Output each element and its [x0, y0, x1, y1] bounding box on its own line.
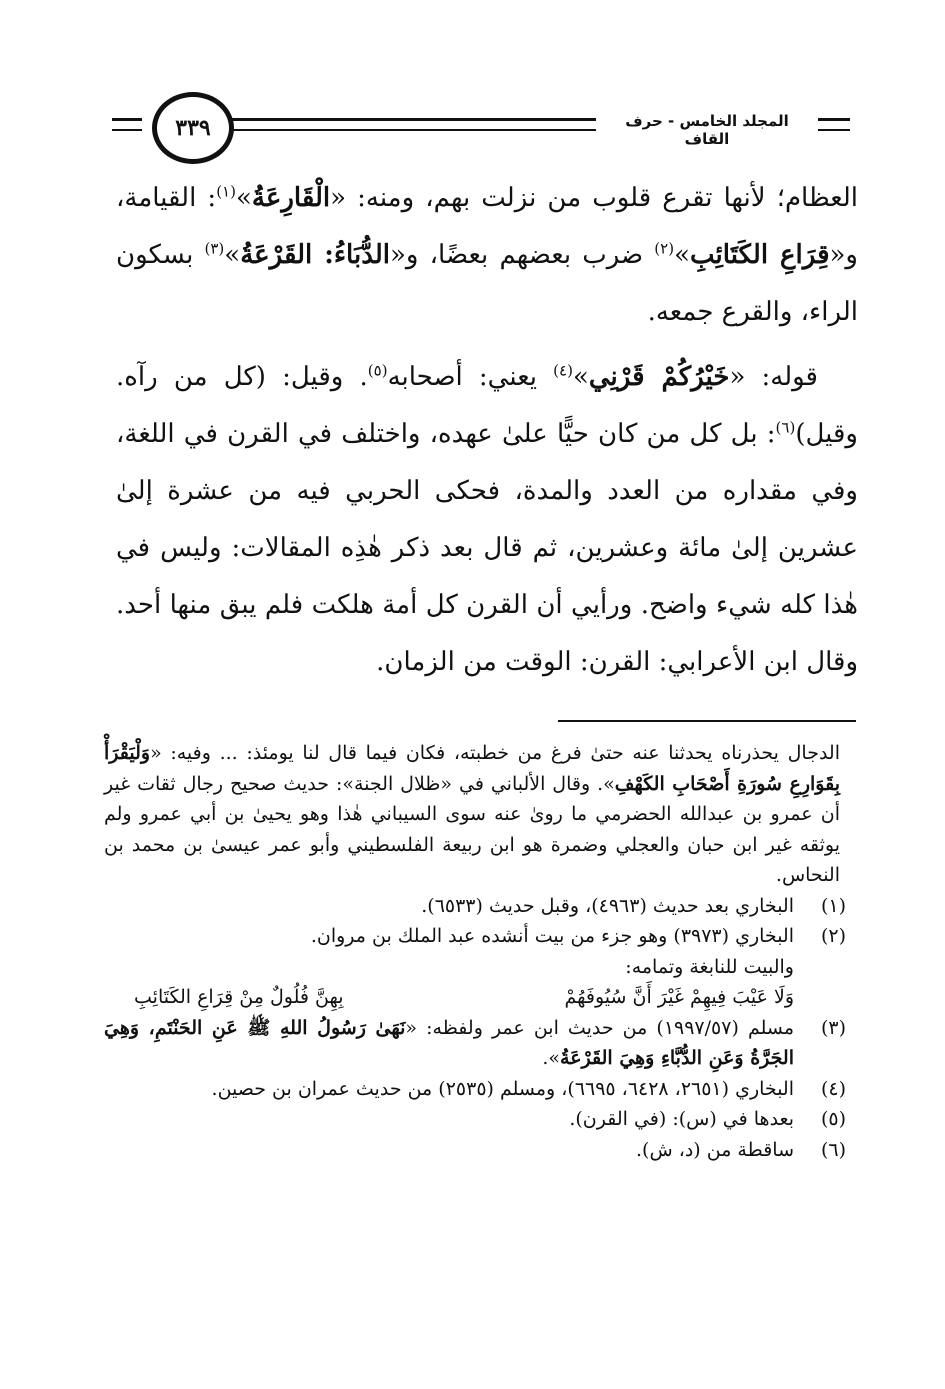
- quoted-term: نَهَىٰ رَسُولُ اللهِ ﷺ عَنِ الحَنْتَمِ، وَهِيَ الجَرَّةُ وَعَنِ الدُّبَّاءِ وَهِيَ القَرْعَةُ: [104, 1016, 794, 1069]
- main-text: [116, 170, 858, 691]
- text-span: ضرب بعضهم بعضًا، و«: [390, 240, 655, 270]
- text-span: ». وقال الألباني في «ظلال الجنة»: حديث صحيح رجال ثقات غير أن عمرو بن عبدالله الحضرمي ما روىٰ عنه سوى السيباني هٰذا وهو يحيىٰ بن أبي عمرو ولم يوثقه غير ابن حبان والعجلي وضمرة هو ابن ربيعة الفلسطيني وأبو عمر عيسىٰ بن محمد بن النحاس.: [104, 772, 840, 886]
- footnote-5: [104, 1104, 846, 1135]
- header-rule-right: [818, 118, 850, 131]
- footnote-number: (٢): [820, 925, 846, 947]
- page-header: [112, 92, 850, 172]
- text-span: قوله: «: [729, 362, 818, 392]
- text-span: . وقيل: (كل من رآه. وقيل): [116, 362, 858, 449]
- footnote-ref: (٥): [367, 361, 388, 380]
- running-title: المجلد الخامس - حرف القاف: [625, 112, 789, 148]
- footnote-text: البخاري (٣٩٧٣) وهو جزء من بيت أنشده عبد الملك بن مروان.: [310, 925, 794, 947]
- text-span: بسكون الراء، والقرع جمعه.: [116, 240, 858, 327]
- text-span: يعني: أصحابه: [387, 362, 554, 392]
- text-span: الدجال يحذرناه يحدثنا عنه حتىٰ فرغ من خطبته، فكان فيما قال لنا يومئذ: ... وفيه: «: [150, 742, 840, 764]
- quoted-term: الْقَارِعَةُ: [251, 183, 331, 213]
- page-number: ٣٣٩: [175, 115, 211, 141]
- header-rule-middle: [232, 118, 596, 131]
- footnote-text: البخاري بعد حديث (٤٩٦٣)، وقبل حديث (٦٥٣٣).: [421, 894, 794, 917]
- footnote-text: البخاري (٢٦٥١، ٦٤٢٨، ٦٦٩٥)، ومسلم (٢٥٣٥) من حديث عمران بن حصين.: [211, 1077, 794, 1100]
- text-span: : القيامة، و«: [116, 183, 858, 270]
- footnote-number: (٤): [820, 1077, 846, 1100]
- text-span: »: [674, 240, 690, 270]
- text-span: العظام؛ لأنها تقرع قلوب من نزلت بهم، ومنه: «: [330, 183, 858, 213]
- footnote-2: [104, 921, 846, 952]
- quoted-term: قِرَاعِ الكَتَائِبِ: [690, 240, 830, 270]
- footnote-6: [104, 1135, 846, 1166]
- footnote-ref: (٢): [654, 239, 675, 258]
- footnote-ref: (٤): [553, 361, 573, 380]
- footnote-ref: (٦): [775, 418, 796, 437]
- text-span: : بل كل من كان حيًّا علىٰ عهده، واختلف في القرن في اللغة، وفي مقداره من العدد والمدة، فحكى الحربي فيه من عشرة إلىٰ عشرين إلىٰ مائة وعشرين، ثم قال بعد ذكر هٰذِه المقالات: وليس في هٰذا كله شيء واضح. ورأيي أن القرن كل أمة هلكت فلم يبق منها أحد. وقال ابن الأعرابي: القرن: الوقت من الزمان.: [116, 419, 858, 677]
- footnote-2-intro: والبيت للنابغة وتمامه:: [625, 955, 794, 978]
- footnote-number: (١): [820, 894, 846, 917]
- verse-second-hemistich: بِهِنَّ فُلُولٌ مِنْ قِرَاعِ الكَتَائِبِ: [134, 986, 344, 1008]
- footnote-number: (٦): [820, 1138, 846, 1161]
- quoted-term: الدُّبَاءُ: القَرْعَةُ: [240, 240, 391, 270]
- paragraph-2: [116, 349, 858, 691]
- footnote-3: [104, 1013, 846, 1074]
- text-span: »: [572, 362, 589, 392]
- poetry-verse: [104, 982, 846, 1013]
- page-number-badge: [152, 92, 234, 164]
- text-span: »: [235, 183, 252, 213]
- quoted-term: وَلْيَقْرَأْ بِقَوَارِعِ سُورَةِ أَصْحَابِ الكَهْفِ: [104, 742, 840, 795]
- footnotes: [104, 738, 846, 1165]
- footnote-ref: (١): [216, 182, 236, 201]
- footnote-text: [104, 1013, 794, 1074]
- footnote-text: بعدها في (س): (في القرن).: [569, 1108, 794, 1130]
- header-rule-left: [112, 118, 142, 131]
- paragraph-1: [116, 170, 858, 341]
- text-span: »: [224, 240, 241, 270]
- footnote-number: (٥): [820, 1108, 846, 1130]
- footnote-number: (٣): [820, 1016, 846, 1039]
- footnote-separator: [558, 720, 856, 722]
- footnote-text: ساقطة من (د، ش).: [636, 1138, 794, 1161]
- footnote-1: [104, 891, 846, 922]
- verse-first-hemistich: وَلَا عَيْبَ فِيهِمْ غَيْرَ أَنَّ سُيُوفَهُمْ: [564, 986, 794, 1008]
- footnote-4: [104, 1074, 846, 1105]
- footnote-ref: (٣): [204, 239, 225, 258]
- footnote-continuation: [104, 738, 840, 891]
- text-span: مسلم (١٩٩٧/٥٧) من حديث ابن عمر ولفظه: «: [405, 1016, 795, 1039]
- quoted-term: خَيْرُكُمْ قَرْنِي: [588, 362, 730, 392]
- text-span: ».: [542, 1047, 561, 1069]
